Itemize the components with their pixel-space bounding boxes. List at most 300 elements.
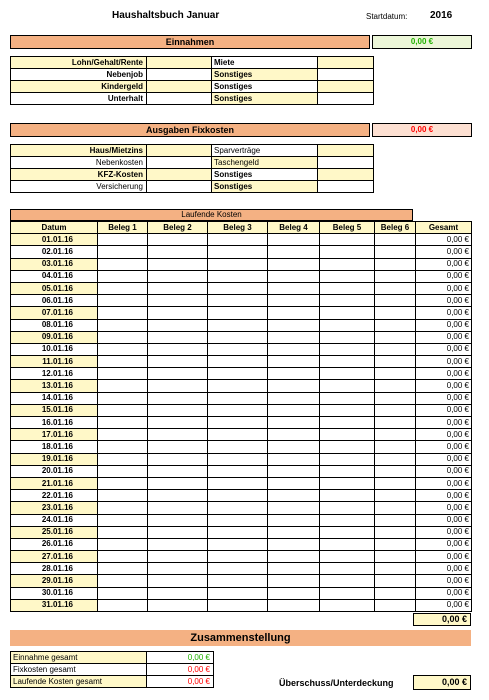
beleg-5-input[interactable]	[320, 490, 375, 502]
beleg-3-input[interactable]	[208, 465, 268, 477]
beleg-1-input[interactable]	[98, 234, 148, 246]
beleg-1-input[interactable]	[98, 563, 148, 575]
row-total-cell: 0,00 €	[416, 575, 472, 587]
beleg-2-input[interactable]	[148, 477, 208, 489]
fixkosten-input[interactable]	[318, 169, 374, 181]
beleg-4-input[interactable]	[268, 490, 320, 502]
beleg-2-input[interactable]	[148, 465, 208, 477]
beleg-1-input[interactable]	[98, 356, 148, 368]
beleg-1-input[interactable]	[98, 526, 148, 538]
beleg-1-input[interactable]	[98, 477, 148, 489]
einnahmen-label: Lohn/Gehalt/Rente	[11, 57, 147, 69]
row-total-cell: 0,00 €	[416, 441, 472, 453]
beleg-2-input[interactable]	[148, 404, 208, 416]
beleg-4-input[interactable]	[268, 356, 320, 368]
beleg-2-input[interactable]	[148, 587, 208, 599]
beleg-5-input[interactable]	[320, 575, 375, 587]
beleg-6-input[interactable]	[375, 258, 416, 270]
beleg-6-input[interactable]	[375, 246, 416, 258]
beleg-1-input[interactable]	[98, 417, 148, 429]
fixkosten-input[interactable]	[318, 157, 374, 169]
beleg-1-input[interactable]	[98, 270, 148, 282]
date-cell: 06.01.16	[11, 295, 98, 307]
beleg-1-input[interactable]	[98, 599, 148, 611]
einnahmen-row	[11, 57, 374, 69]
beleg-6-input[interactable]	[375, 417, 416, 429]
beleg-6-input[interactable]	[375, 331, 416, 343]
row-total-cell: 0,00 €	[416, 465, 472, 477]
row-total-cell: 0,00 €	[416, 392, 472, 404]
einnahmen-input[interactable]	[147, 57, 212, 69]
row-total-cell: 0,00 €	[416, 246, 472, 258]
table-row	[11, 551, 472, 563]
fixkosten-input[interactable]	[147, 145, 212, 157]
beleg-4-input[interactable]	[268, 343, 320, 355]
beleg-6-input[interactable]	[375, 453, 416, 465]
date-cell: 16.01.16	[11, 417, 98, 429]
beleg-1-input[interactable]	[98, 551, 148, 563]
beleg-5-input[interactable]	[320, 441, 375, 453]
table-row	[11, 465, 472, 477]
date-cell: 21.01.16	[11, 477, 98, 489]
beleg-2-input[interactable]	[148, 563, 208, 575]
einnahmen-input[interactable]	[318, 69, 374, 81]
beleg-6-input[interactable]	[375, 551, 416, 563]
date-cell: 31.01.16	[11, 599, 98, 611]
table-row	[11, 538, 472, 550]
beleg-3-input[interactable]	[208, 319, 268, 331]
beleg-1-input[interactable]	[98, 295, 148, 307]
row-total-cell: 0,00 €	[416, 417, 472, 429]
table-row	[11, 502, 472, 514]
date-cell: 10.01.16	[11, 343, 98, 355]
table-row	[11, 258, 472, 270]
beleg-3-input[interactable]	[208, 441, 268, 453]
beleg-3-input[interactable]	[208, 514, 268, 526]
table-row	[11, 282, 472, 294]
beleg-2-input[interactable]	[148, 538, 208, 550]
column-header-beleg-1: Beleg 1	[98, 222, 148, 234]
row-total-cell: 0,00 €	[416, 502, 472, 514]
beleg-1-input[interactable]	[98, 368, 148, 380]
beleg-2-input[interactable]	[148, 392, 208, 404]
date-cell: 22.01.16	[11, 490, 98, 502]
beleg-5-input[interactable]	[320, 331, 375, 343]
beleg-1-input[interactable]	[98, 343, 148, 355]
date-cell: 28.01.16	[11, 563, 98, 575]
beleg-5-input[interactable]	[320, 356, 375, 368]
beleg-3-input[interactable]	[208, 599, 268, 611]
beleg-1-input[interactable]	[98, 429, 148, 441]
table-row	[11, 514, 472, 526]
beleg-5-input[interactable]	[320, 538, 375, 550]
date-cell: 03.01.16	[11, 258, 98, 270]
date-cell: 18.01.16	[11, 441, 98, 453]
beleg-5-input[interactable]	[320, 477, 375, 489]
beleg-5-input[interactable]	[320, 587, 375, 599]
beleg-4-input[interactable]	[268, 551, 320, 563]
beleg-6-input[interactable]	[375, 356, 416, 368]
beleg-3-input[interactable]	[208, 575, 268, 587]
column-header-datum: Datum	[11, 222, 98, 234]
beleg-4-input[interactable]	[268, 502, 320, 514]
row-total-cell: 0,00 €	[416, 258, 472, 270]
beleg-2-input[interactable]	[148, 319, 208, 331]
date-cell: 07.01.16	[11, 307, 98, 319]
row-total-cell: 0,00 €	[416, 587, 472, 599]
beleg-2-input[interactable]	[148, 429, 208, 441]
beleg-6-input[interactable]	[375, 599, 416, 611]
beleg-4-input[interactable]	[268, 477, 320, 489]
beleg-4-input[interactable]	[268, 563, 320, 575]
beleg-1-input[interactable]	[98, 404, 148, 416]
beleg-6-input[interactable]	[375, 380, 416, 392]
beleg-4-input[interactable]	[268, 234, 320, 246]
beleg-3-input[interactable]	[208, 587, 268, 599]
fixkosten-row	[11, 145, 374, 157]
beleg-2-input[interactable]	[148, 551, 208, 563]
beleg-3-input[interactable]	[208, 307, 268, 319]
row-total-cell: 0,00 €	[416, 538, 472, 550]
beleg-5-input[interactable]	[320, 307, 375, 319]
beleg-4-input[interactable]	[268, 368, 320, 380]
table-row	[11, 563, 472, 575]
fixkosten-row	[11, 181, 374, 193]
beleg-6-input[interactable]	[375, 295, 416, 307]
beleg-2-input[interactable]	[148, 490, 208, 502]
beleg-4-input[interactable]	[268, 417, 320, 429]
table-row	[11, 587, 472, 599]
beleg-1-input[interactable]	[98, 453, 148, 465]
row-total-cell: 0,00 €	[416, 490, 472, 502]
beleg-2-input[interactable]	[148, 599, 208, 611]
beleg-5-input[interactable]	[320, 270, 375, 282]
beleg-5-input[interactable]	[320, 404, 375, 416]
row-total-cell: 0,00 €	[416, 477, 472, 489]
beleg-4-input[interactable]	[268, 331, 320, 343]
beleg-1-input[interactable]	[98, 319, 148, 331]
beleg-5-input[interactable]	[320, 514, 375, 526]
beleg-4-input[interactable]	[268, 246, 320, 258]
fixkosten-label: Taschengeld	[212, 157, 318, 169]
beleg-6-input[interactable]	[375, 441, 416, 453]
beleg-5-input[interactable]	[320, 599, 375, 611]
column-header-beleg-4: Beleg 4	[268, 222, 320, 234]
beleg-3-input[interactable]	[208, 404, 268, 416]
table-row	[11, 490, 472, 502]
fixkosten-gesamt-label: Fixkosten gesamt	[11, 664, 147, 676]
beleg-6-input[interactable]	[375, 526, 416, 538]
einnahmen-label: Miete	[212, 57, 318, 69]
beleg-6-input[interactable]	[375, 490, 416, 502]
beleg-4-input[interactable]	[268, 319, 320, 331]
beleg-5-input[interactable]	[320, 234, 375, 246]
fixkosten-input[interactable]	[147, 181, 212, 193]
beleg-3-input[interactable]	[208, 563, 268, 575]
beleg-6-input[interactable]	[375, 465, 416, 477]
beleg-2-input[interactable]	[148, 295, 208, 307]
beleg-2-input[interactable]	[148, 246, 208, 258]
beleg-2-input[interactable]	[148, 514, 208, 526]
start-year-value[interactable]: 2016	[430, 10, 453, 21]
beleg-6-input[interactable]	[375, 502, 416, 514]
table-row	[11, 441, 472, 453]
beleg-2-input[interactable]	[148, 575, 208, 587]
beleg-2-input[interactable]	[148, 343, 208, 355]
beleg-4-input[interactable]	[268, 392, 320, 404]
beleg-6-input[interactable]	[375, 575, 416, 587]
beleg-1-input[interactable]	[98, 587, 148, 599]
row-total-cell: 0,00 €	[416, 343, 472, 355]
einnahmen-input[interactable]	[147, 69, 212, 81]
beleg-1-input[interactable]	[98, 380, 148, 392]
row-total-cell: 0,00 €	[416, 307, 472, 319]
table-row	[11, 477, 472, 489]
beleg-5-input[interactable]	[320, 295, 375, 307]
fixkosten-total: 0,00 €	[372, 123, 472, 137]
einnahmen-label: Sonstiges	[212, 81, 318, 93]
summary-row	[11, 676, 214, 688]
fixkosten-input[interactable]	[318, 145, 374, 157]
beleg-2-input[interactable]	[148, 368, 208, 380]
beleg-6-input[interactable]	[375, 343, 416, 355]
date-cell: 19.01.16	[11, 453, 98, 465]
beleg-5-input[interactable]	[320, 563, 375, 575]
column-header-beleg-5: Beleg 5	[320, 222, 375, 234]
date-cell: 25.01.16	[11, 526, 98, 538]
einnahmen-input[interactable]	[147, 81, 212, 93]
beleg-5-input[interactable]	[320, 551, 375, 563]
start-date-label: Startdatum:	[366, 12, 408, 21]
beleg-4-input[interactable]	[268, 453, 320, 465]
beleg-6-input[interactable]	[375, 404, 416, 416]
beleg-2-input[interactable]	[148, 417, 208, 429]
beleg-5-input[interactable]	[320, 246, 375, 258]
table-row	[11, 295, 472, 307]
date-cell: 30.01.16	[11, 587, 98, 599]
beleg-3-input[interactable]	[208, 331, 268, 343]
beleg-2-input[interactable]	[148, 258, 208, 270]
beleg-3-input[interactable]	[208, 477, 268, 489]
einnahmen-input[interactable]	[318, 93, 374, 105]
table-row	[11, 453, 472, 465]
beleg-4-input[interactable]	[268, 282, 320, 294]
beleg-1-input[interactable]	[98, 282, 148, 294]
beleg-4-input[interactable]	[268, 258, 320, 270]
einnahme-gesamt-value: 0,00 €	[147, 652, 214, 664]
beleg-3-input[interactable]	[208, 429, 268, 441]
beleg-2-input[interactable]	[148, 453, 208, 465]
date-cell: 05.01.16	[11, 282, 98, 294]
beleg-6-input[interactable]	[375, 429, 416, 441]
beleg-6-input[interactable]	[375, 392, 416, 404]
beleg-5-input[interactable]	[320, 392, 375, 404]
beleg-3-input[interactable]	[208, 380, 268, 392]
table-row	[11, 368, 472, 380]
row-total-cell: 0,00 €	[416, 551, 472, 563]
einnahmen-input[interactable]	[318, 57, 374, 69]
beleg-4-input[interactable]	[268, 514, 320, 526]
beleg-5-input[interactable]	[320, 258, 375, 270]
beleg-1-input[interactable]	[98, 331, 148, 343]
beleg-5-input[interactable]	[320, 502, 375, 514]
beleg-2-input[interactable]	[148, 331, 208, 343]
row-total-cell: 0,00 €	[416, 380, 472, 392]
laufende-kosten-header: Laufende Kosten	[10, 209, 413, 221]
beleg-2-input[interactable]	[148, 526, 208, 538]
beleg-3-input[interactable]	[208, 282, 268, 294]
beleg-5-input[interactable]	[320, 453, 375, 465]
beleg-4-input[interactable]	[268, 526, 320, 538]
row-total-cell: 0,00 €	[416, 563, 472, 575]
beleg-6-input[interactable]	[375, 538, 416, 550]
table-row	[11, 319, 472, 331]
beleg-3-input[interactable]	[208, 246, 268, 258]
beleg-5-input[interactable]	[320, 417, 375, 429]
beleg-1-input[interactable]	[98, 441, 148, 453]
beleg-5-input[interactable]	[320, 368, 375, 380]
fixkosten-label: Sonstiges	[212, 169, 318, 181]
fixkosten-input[interactable]	[147, 169, 212, 181]
beleg-4-input[interactable]	[268, 404, 320, 416]
beleg-1-input[interactable]	[98, 490, 148, 502]
beleg-6-input[interactable]	[375, 477, 416, 489]
table-row	[11, 392, 472, 404]
row-total-cell: 0,00 €	[416, 234, 472, 246]
beleg-4-input[interactable]	[268, 538, 320, 550]
beleg-4-input[interactable]	[268, 270, 320, 282]
beleg-6-input[interactable]	[375, 587, 416, 599]
beleg-3-input[interactable]	[208, 538, 268, 550]
beleg-1-input[interactable]	[98, 258, 148, 270]
beleg-3-input[interactable]	[208, 234, 268, 246]
beleg-3-input[interactable]	[208, 368, 268, 380]
beleg-1-input[interactable]	[98, 502, 148, 514]
date-cell: 11.01.16	[11, 356, 98, 368]
beleg-6-input[interactable]	[375, 563, 416, 575]
beleg-6-input[interactable]	[375, 282, 416, 294]
fixkosten-row	[11, 157, 374, 169]
beleg-4-input[interactable]	[268, 587, 320, 599]
beleg-3-input[interactable]	[208, 490, 268, 502]
row-total-cell: 0,00 €	[416, 319, 472, 331]
beleg-3-input[interactable]	[208, 502, 268, 514]
fixkosten-label: KFZ-Kosten	[11, 169, 147, 181]
beleg-3-input[interactable]	[208, 453, 268, 465]
beleg-5-input[interactable]	[320, 343, 375, 355]
fixkosten-input[interactable]	[318, 181, 374, 193]
beleg-4-input[interactable]	[268, 295, 320, 307]
beleg-2-input[interactable]	[148, 356, 208, 368]
beleg-2-input[interactable]	[148, 380, 208, 392]
beleg-2-input[interactable]	[148, 441, 208, 453]
beleg-5-input[interactable]	[320, 429, 375, 441]
row-total-cell: 0,00 €	[416, 295, 472, 307]
beleg-3-input[interactable]	[208, 392, 268, 404]
beleg-3-input[interactable]	[208, 258, 268, 270]
fixkosten-input[interactable]	[147, 157, 212, 169]
beleg-3-input[interactable]	[208, 417, 268, 429]
beleg-5-input[interactable]	[320, 380, 375, 392]
column-header-beleg-2: Beleg 2	[148, 222, 208, 234]
row-total-cell: 0,00 €	[416, 429, 472, 441]
beleg-4-input[interactable]	[268, 380, 320, 392]
laufende-kosten-table	[10, 221, 472, 612]
beleg-1-input[interactable]	[98, 465, 148, 477]
beleg-3-input[interactable]	[208, 270, 268, 282]
beleg-1-input[interactable]	[98, 575, 148, 587]
fixkosten-label: Nebenkosten	[11, 157, 147, 169]
einnahmen-input[interactable]	[318, 81, 374, 93]
summary-row	[11, 652, 214, 664]
beleg-4-input[interactable]	[268, 599, 320, 611]
date-cell: 13.01.16	[11, 380, 98, 392]
einnahmen-total: 0,00 €	[372, 35, 472, 49]
beleg-1-input[interactable]	[98, 307, 148, 319]
beleg-6-input[interactable]	[375, 514, 416, 526]
einnahmen-header: Einnahmen	[10, 35, 370, 49]
beleg-2-input[interactable]	[148, 234, 208, 246]
column-header-beleg-6: Beleg 6	[375, 222, 416, 234]
beleg-1-input[interactable]	[98, 246, 148, 258]
beleg-3-input[interactable]	[208, 526, 268, 538]
beleg-4-input[interactable]	[268, 441, 320, 453]
table-row	[11, 575, 472, 587]
beleg-4-input[interactable]	[268, 429, 320, 441]
row-total-cell: 0,00 €	[416, 282, 472, 294]
beleg-1-input[interactable]	[98, 514, 148, 526]
beleg-6-input[interactable]	[375, 368, 416, 380]
beleg-6-input[interactable]	[375, 307, 416, 319]
beleg-1-input[interactable]	[98, 392, 148, 404]
table-row	[11, 356, 472, 368]
einnahmen-row	[11, 93, 374, 105]
beleg-2-input[interactable]	[148, 270, 208, 282]
beleg-2-input[interactable]	[148, 307, 208, 319]
beleg-5-input[interactable]	[320, 282, 375, 294]
beleg-3-input[interactable]	[208, 295, 268, 307]
row-total-cell: 0,00 €	[416, 404, 472, 416]
einnahmen-input[interactable]	[147, 93, 212, 105]
table-row	[11, 404, 472, 416]
einnahmen-row	[11, 81, 374, 93]
beleg-5-input[interactable]	[320, 319, 375, 331]
row-total-cell: 0,00 €	[416, 526, 472, 538]
beleg-3-input[interactable]	[208, 551, 268, 563]
beleg-6-input[interactable]	[375, 270, 416, 282]
table-row	[11, 246, 472, 258]
beleg-2-input[interactable]	[148, 282, 208, 294]
fixkosten-gesamt-value: 0,00 €	[147, 664, 214, 676]
date-cell: 12.01.16	[11, 368, 98, 380]
beleg-4-input[interactable]	[268, 307, 320, 319]
beleg-3-input[interactable]	[208, 356, 268, 368]
beleg-5-input[interactable]	[320, 465, 375, 477]
date-cell: 23.01.16	[11, 502, 98, 514]
fixkosten-row	[11, 169, 374, 181]
beleg-3-input[interactable]	[208, 343, 268, 355]
beleg-4-input[interactable]	[268, 465, 320, 477]
beleg-2-input[interactable]	[148, 502, 208, 514]
beleg-5-input[interactable]	[320, 526, 375, 538]
beleg-1-input[interactable]	[98, 538, 148, 550]
beleg-6-input[interactable]	[375, 234, 416, 246]
beleg-4-input[interactable]	[268, 575, 320, 587]
beleg-6-input[interactable]	[375, 319, 416, 331]
fixkosten-label: Sonstiges	[212, 181, 318, 193]
date-cell: 04.01.16	[11, 270, 98, 282]
row-total-cell: 0,00 €	[416, 599, 472, 611]
